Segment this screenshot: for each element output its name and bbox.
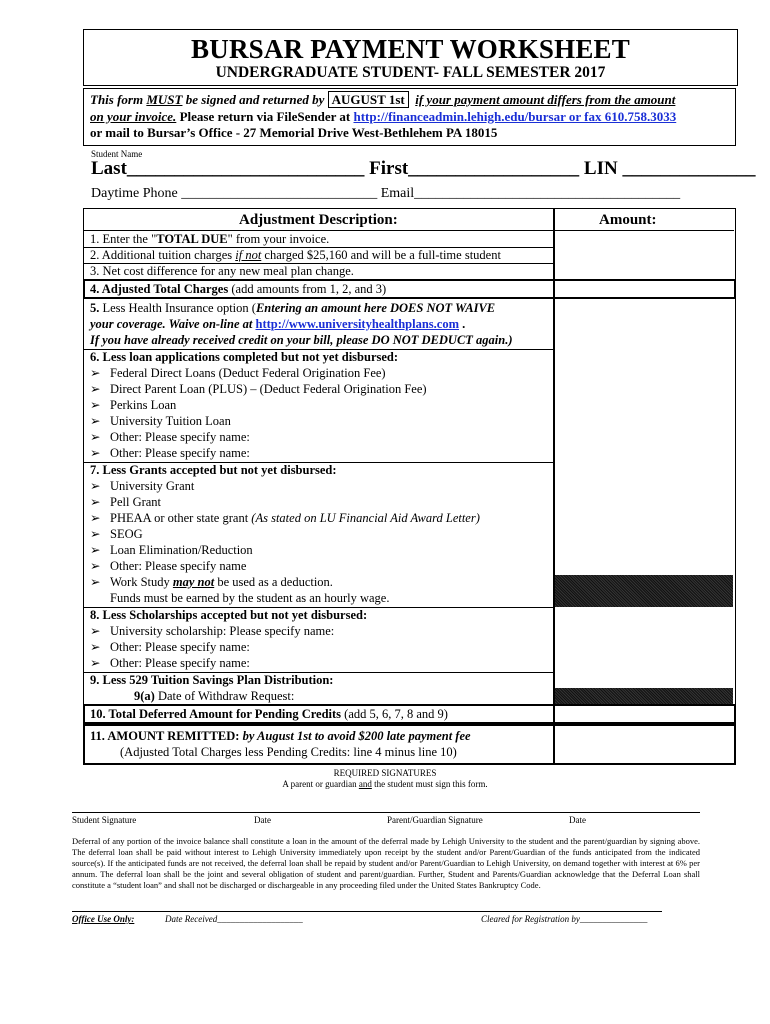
section-8-heading: 8. Less Scholarships accepted but not yet disbursed:	[90, 608, 368, 622]
loan-item: ➢ Other: Please specify name:	[90, 430, 250, 444]
grant-item: ➢ Pell Grant	[90, 495, 162, 509]
loan-item: ➢ Perkins Loan	[90, 398, 177, 412]
office-use-line	[72, 911, 662, 912]
work-study-item: ➢ Work Study may not be used as a deduction.	[90, 575, 333, 589]
notice-must: MUST	[146, 92, 183, 107]
desc-header: Adjustment Description:	[239, 212, 398, 228]
name-fields-row[interactable]: Last_________________________ First__________________ LIN ______________	[91, 158, 756, 179]
filesender-link[interactable]: http://financeadmin.lehigh.edu/bursar or fax 610.758.3033	[353, 108, 677, 124]
signature-line[interactable]	[72, 812, 700, 813]
notice-text-1: This form	[90, 92, 147, 107]
required-signatures-heading: REQUIRED SIGNATURES	[333, 768, 437, 778]
student-name-label: Student Name	[91, 149, 143, 159]
deadline-box: AUGUST 1st	[328, 91, 409, 108]
line-3: 3. Net cost difference for any new meal plan change.	[90, 264, 354, 278]
loan-item: ➢ Direct Parent Loan (PLUS) – (Deduct Federal Origination Fee)	[90, 382, 427, 396]
date-label-2: Date	[569, 815, 586, 825]
notice-text-4: on your invoice.	[90, 108, 177, 124]
scholarship-item: ➢ University scholarship: Please specify name:	[90, 624, 335, 638]
line-2: 2. Additional tuition charges if not charged $25,160 and will be a full-time student	[90, 248, 501, 262]
date-received-field: Date Received___________________	[165, 914, 303, 924]
health-plans-link[interactable]: http://www.universityhealthplans.com	[255, 317, 459, 331]
loan-item: ➢ Other: Please specify name:	[90, 446, 250, 460]
section-6-heading: 6. Less loan applications completed but not yet disbursed:	[90, 350, 399, 364]
line-11: 11. AMOUNT REMITTED: by August 1st to avoid $200 late payment fee	[90, 729, 471, 743]
cleared-registration-field: Cleared for Registration by_______________	[481, 914, 648, 924]
signature-note: A parent or guardian and the student must sign this form.	[282, 779, 488, 789]
line-9a: 9(a) Date of Withdraw Request:	[134, 689, 295, 703]
student-signature-label: Student Signature	[72, 815, 137, 825]
section-9-heading: 9. Less 529 Tuition Savings Plan Distribution:	[90, 673, 334, 687]
line-5: 5. Less Health Insurance option (Entering an amount here DOES NOT WAIVE	[90, 301, 496, 315]
notice-text-5: Please return via FileSender at	[176, 108, 354, 124]
shaded-cell	[555, 688, 733, 704]
deferral-paragraph: Deferral of any portion of the invoice balance shall constitute a loan in the amount of the deferral made by Lehigh University to the student and the parent/guardian by signing above. The deferral loan shall be paid without interest to Lehigh University immediately upon receipt by the student and/or Parent/Guardian of the funds anticipated from the indicated source(s). If the anticipated funds are not received, the deferral loan shall be repaid by student and/or Parent/Guardian to Lehigh University, on demand together with interest at 6% per annum. The deferral loan shall be the joint and several obligation of student and parent/guardian. Further, Student and Parents/Guardian acknowledge that the Deferral Loan shall constitute a “student loan” and shall not be discharged or dischargeable in any proceeding filed under the United States Bankruptcy Code.	[72, 836, 700, 890]
scholarship-item: ➢ Other: Please specify name:	[90, 656, 250, 670]
line-1: 1. Enter the "TOTAL DUE" from your invoice.	[90, 232, 330, 246]
section-7-heading: 7. Less Grants accepted but not yet disbursed:	[90, 463, 337, 477]
amount-header: Amount:	[599, 212, 657, 228]
phone-email-row[interactable]: Daytime Phone ____________________________ Email______________________________________	[91, 186, 681, 201]
date-label-1: Date	[254, 815, 271, 825]
page-subtitle: UNDERGRADUATE STUDENT- FALL SEMESTER 2017	[215, 64, 606, 81]
grant-item: ➢ Loan Elimination/Reduction	[90, 543, 253, 557]
title-box	[83, 29, 738, 86]
adjustment-table: Adjustment Description: Amount: 1. Enter the "TOTAL DUE" from your invoice. 2. Additional tuition charges if not charged $25,160 and will be a full-time student 3. Net cost difference for any new meal plan change. 4. Adjusted Total Charges (add amounts from 1, 2, and 3) 5. Less Health Insurance option (Entering an amount here DOES NOT WAIVE your coverage. Waive on-line at http://www.universityhealthplans.com . If you have already received credit on your bill, please DO NOT DEDUCT again.) 6. Less loan applications completed but not yet disbursed: ➢ Federal Direct Loans (Deduct Federal Origination Fee) ➢ Direct Parent Loan (PLUS) – (Deduct Federal Origination Fee) ➢ Perkins Loan ➢ University Tuition Loan ➢ Other: Please specify name: ➢ Other: Please specify name: 7. Less Grants accepted but not yet disbursed: ➢ University Grant ➢ Pell Grant ➢ PHEAA or other state grant (As stated on LU Financial Aid Award Letter) ➢ SEOG ➢ Loan Elimination/Reduction ➢ Other: Please specify name ➢ Work Study may not be used as a deduction. Funds must be earned by the student as an hourly wage. 8. Less Scholarships accepted but not yet disbursed: ➢ University scholarship: Please specify name: ➢ Other: Please specify name: ➢ Other: Please specify name: 9. Less 529 Tuition Savings Plan Distribution: 9(a) Date of Withdraw Request: 10. Total Deferred Amount for Pending Credits (add 5, 6, 7, 8 and 9) 11. AMOUNT REMITTED: by August 1st to avoid $200 late payment fee (Adjusted Total Charges less Pending Credits: line 4 minus line 10)	[83, 208, 736, 764]
notice-text-3: if your payment amount differs from the amount	[415, 92, 676, 107]
grant-item: ➢ University Grant	[90, 479, 195, 493]
scholarship-item: ➢ Other: Please specify name:	[90, 640, 250, 654]
loan-item: ➢ University Tuition Loan	[90, 414, 231, 428]
office-use-label: Office Use Only:	[72, 914, 135, 924]
grant-item: ➢ PHEAA or other state grant (As stated on LU Financial Aid Award Letter)	[90, 511, 480, 525]
grant-item: ➢ SEOG	[90, 527, 143, 541]
line-4: 4. Adjusted Total Charges (add amounts from 1, 2, and 3)	[90, 282, 387, 296]
page-title: BURSAR PAYMENT WORKSHEET	[191, 34, 630, 64]
notice-box	[83, 88, 736, 146]
parent-signature-label: Parent/Guardian Signature	[387, 815, 483, 825]
loan-item: ➢ Federal Direct Loans (Deduct Federal Origination Fee)	[90, 366, 386, 380]
notice-text-2: be signed and returned by	[182, 92, 328, 107]
notice-text-6: or mail to Bursar’s Office - 27 Memorial Drive West-Bethlehem PA 18015	[90, 125, 498, 140]
shaded-cell	[555, 575, 733, 607]
line-10: 10. Total Deferred Amount for Pending Credits (add 5, 6, 7, 8 and 9)	[90, 707, 448, 721]
grant-item: ➢ Other: Please specify name	[90, 559, 247, 573]
